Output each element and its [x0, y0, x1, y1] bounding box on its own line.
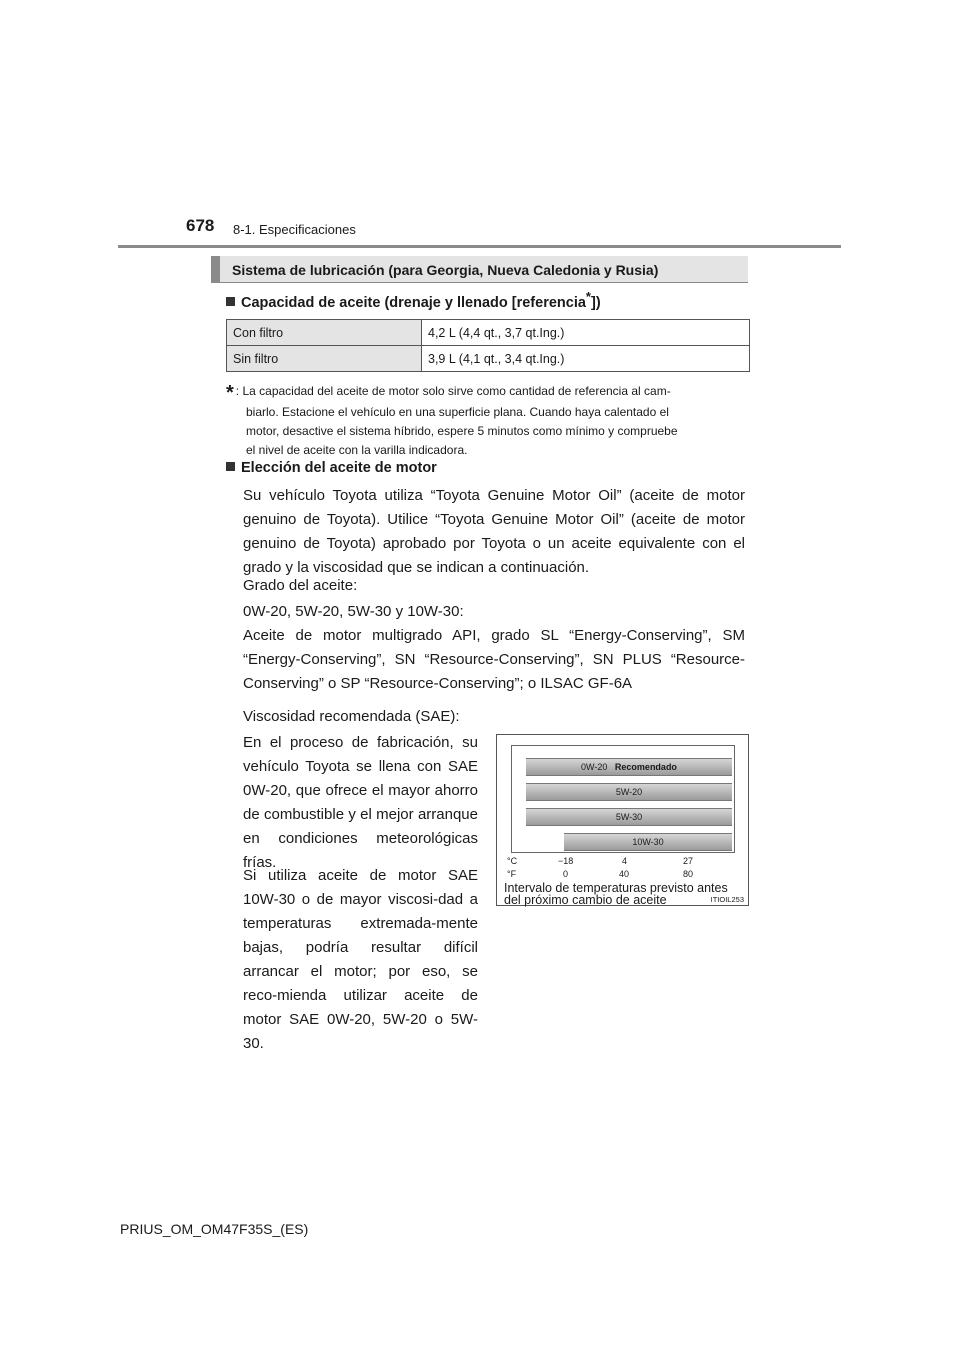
section-bar [211, 256, 748, 283]
caption-line: Intervalo de temperaturas previsto antes [504, 881, 728, 895]
viscosity-label: Viscosidad recomendada (SAE): [243, 708, 460, 725]
square-bullet-icon [226, 297, 235, 306]
tick-label: 80 [683, 869, 694, 879]
asterisk-mark: * [585, 289, 591, 304]
footnote-mark: * [226, 382, 234, 404]
capacity-heading-end: ]) [590, 294, 601, 311]
celsius-unit: °C [507, 856, 518, 866]
recommended-tag: Recomendado [614, 762, 677, 772]
tick-label: 40 [619, 869, 630, 879]
section-bar-title: Sistema de lubricación (para Georgia, Nueva Caledonia y Rusia) [232, 262, 659, 278]
bar-5w-20 [526, 783, 732, 801]
bar-5w-30 [526, 808, 732, 826]
capacity-heading-text: Capacidad de aceite (drenaje y llenado [referencia [241, 294, 586, 311]
oil-choice-heading [226, 460, 437, 476]
bar-0w-20 [526, 758, 732, 776]
factory-fill-paragraph: En el proceso de fabricación, su vehículo Toyota se llena con SAE 0W-20, que ofrece el mayor ahorro de combustible y el mejor arranque en condiciones meteorológicas frías. [243, 734, 478, 871]
oil-choice-heading-text: Elección del aceite de motor [241, 460, 437, 476]
grade-list: 0W-20, 5W-20, 5W-30 y 10W-30: [243, 603, 464, 620]
viscosity-chart [496, 734, 749, 906]
section-title: 8-1. Especificaciones [233, 222, 356, 237]
table-cell-label: Con filtro [227, 320, 422, 346]
footnote-line: motor, desactive el sistema híbrido, espere 5 minutos como mínimo y compruebe [246, 424, 678, 438]
footnote [226, 382, 746, 460]
chart-plot-area [511, 745, 735, 853]
bar-label: 10W-30 [632, 837, 664, 847]
bar-10w-30 [564, 833, 732, 851]
table-cell-value: 3,9 L (4,1 qt., 3,4 qt.Ing.) [422, 346, 750, 372]
figure-code: ITIOIL253 [710, 895, 744, 904]
grade-label: Grado del aceite: [243, 577, 358, 594]
fahrenheit-unit: °F [507, 869, 517, 879]
table-row [227, 320, 750, 346]
square-bullet-icon [226, 462, 235, 471]
cold-start-paragraph: Si utiliza aceite de motor SAE 10W-30 o de mayor viscosi-dad a temperaturas extremada-mente bajas, podría resultar difícil arrancar el motor; por eso, se reco-mienda utilizar aceite de motor SAE 0W-20, 5W-20 o 5W-30. [243, 867, 478, 1052]
caption-line: del próximo cambio de aceite [504, 893, 667, 907]
tick-label: 4 [622, 856, 628, 866]
tick-label: 0 [563, 869, 569, 879]
tick-label: 27 [683, 856, 694, 866]
capacity-heading [226, 289, 601, 311]
api-grade-paragraph: Aceite de motor multigrado API, grado SL “Energy-Conserving”, SM “Energy-Conserving”, SN “Resource-Conserving”, SN PLUS “Resource-Conserving” o SP “Resource-Conserving”; o ILSAC GF-6A [243, 627, 745, 692]
page-number: 678 [186, 216, 215, 235]
footnote-line: biarlo. Estacione el vehículo en una superficie plana. Cuando haya calentado el [246, 405, 669, 419]
bar-label: 5W-20 [615, 787, 643, 797]
tick-label: −18 [558, 856, 574, 866]
bar-label: 0W-20 [581, 762, 608, 772]
table-cell-label: Sin filtro [227, 346, 422, 372]
header-rule [118, 245, 841, 248]
footnote-line: : La capacidad del aceite de motor solo sirve como cantidad de referencia al cam- [235, 384, 671, 398]
oil-choice-paragraph: Su vehículo Toyota utiliza “Toyota Genuine Motor Oil” (aceite de motor genuino de Toyota). Utilice “Toyota Genuine Motor Oil” (aceite de motor genuino de Toyota) aprobado por Toyota o un aceite equivalente con el grado y la viscosidad que se indican a continuación. [243, 487, 745, 576]
chart-caption [504, 882, 728, 906]
table-row [227, 346, 750, 372]
capacity-table [226, 319, 750, 372]
footnote-line: el nivel de aceite con la varilla indicadora. [246, 443, 468, 457]
footer-doc-id: PRIUS_OM_OM47F35S_(ES) [120, 1221, 309, 1237]
table-cell-value: 4,2 L (4,4 qt., 3,7 qt.Ing.) [422, 320, 750, 346]
bar-label: 5W-30 [615, 812, 643, 822]
